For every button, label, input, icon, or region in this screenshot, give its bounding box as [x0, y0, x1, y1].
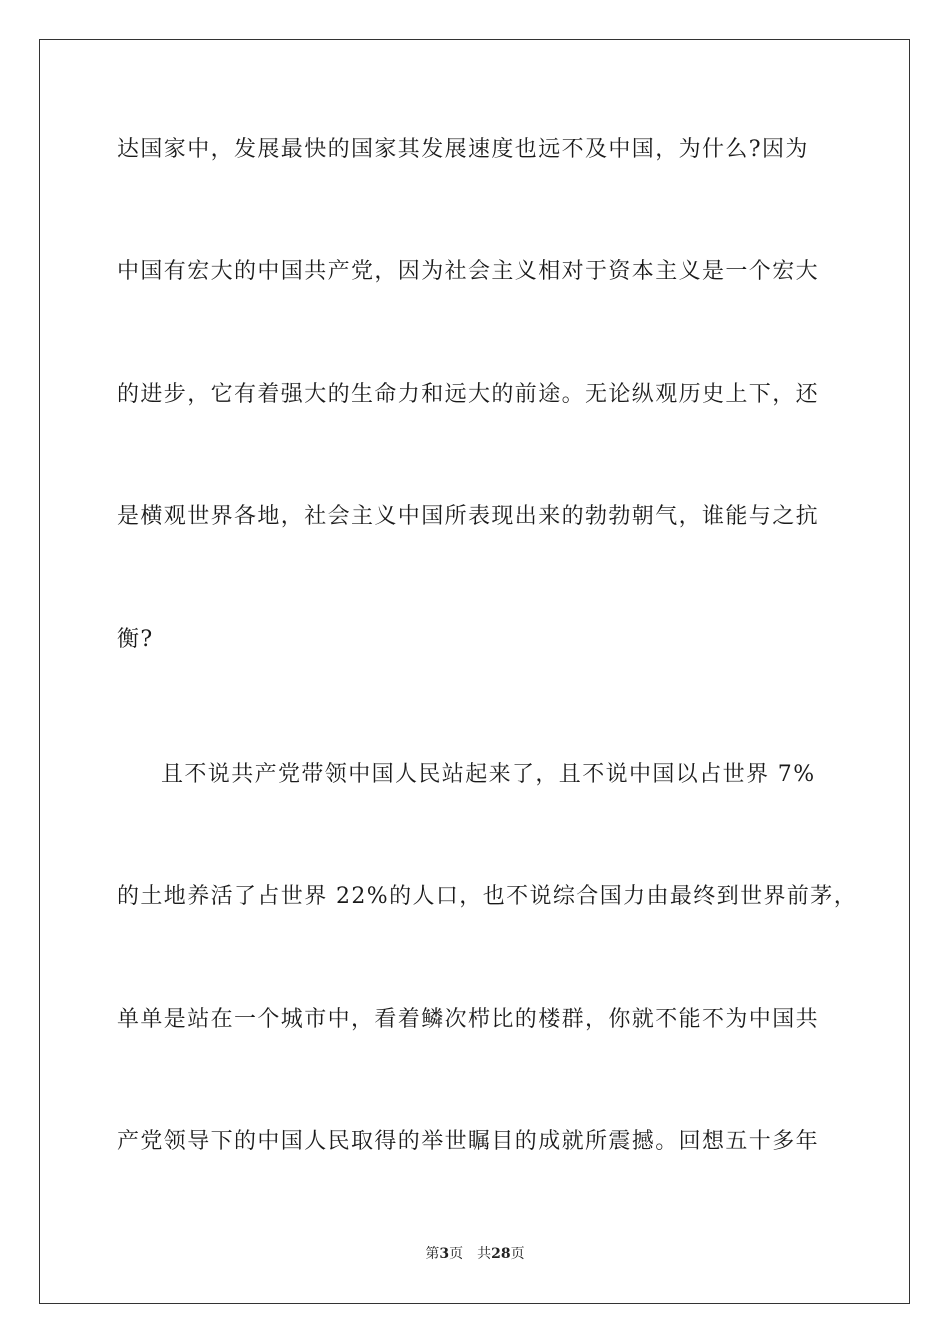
footer-page-number: 3: [439, 1246, 450, 1262]
footer-page-prefix: 第: [425, 1246, 440, 1262]
footer-total-prefix: 共: [477, 1246, 492, 1262]
paragraph-2-line-1: 且不说共产党带领中国人民站起来了，且不说中国以占世界 7%: [161, 762, 816, 787]
text-line-5: 衡?: [117, 627, 154, 652]
text-line-2: 中国有宏大的中国共产党，因为社会主义相对于资本主义是一个宏大: [117, 259, 820, 284]
text-line-4: 是横观世界各地，社会主义中国所表现出来的勃勃朝气，谁能与之抗: [117, 504, 820, 529]
footer-page-suffix: 页: [449, 1246, 464, 1262]
text-line-9: 产党领导下的中国人民取得的举世瞩目的成就所震撼。回想五十多年: [117, 1129, 820, 1154]
page-footer: [0, 1243, 950, 1263]
text-line-3: 的进步，它有着强大的生命力和远大的前途。无论纵观历史上下，还: [117, 382, 820, 407]
text-line-7: 的土地养活了占世界 22%的人口，也不说综合国力由最终到世界前茅，: [117, 884, 858, 909]
footer-total-suffix: 页: [510, 1246, 525, 1262]
page-border: [39, 39, 910, 1304]
text-line-8: 单单是站在一个城市中，看着鳞次栉比的楼群，你就不能不为中国共: [117, 1007, 820, 1032]
text-line-1: 达国家中，发展最快的国家其发展速度也远不及中国，为什么?因为: [117, 137, 809, 162]
footer-total-pages: 28: [491, 1246, 511, 1262]
